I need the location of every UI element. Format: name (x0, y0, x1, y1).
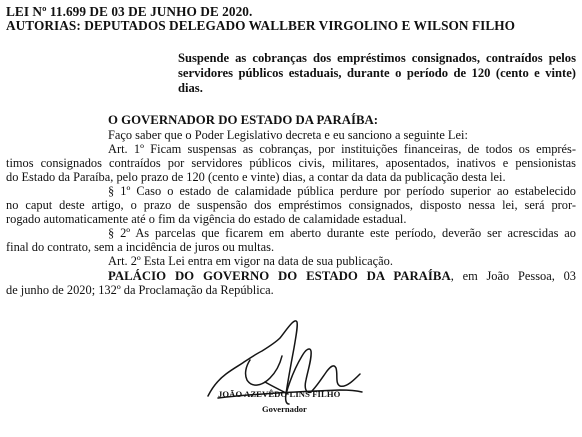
law-number: LEI Nº 11.699 DE 03 DE JUNHO DE 2020. (6, 4, 253, 19)
governor-heading: O GOVERNADOR DO ESTADO DA PARAÍBA: (108, 113, 379, 127)
palace-city: , em João Pessoa, 03 (450, 269, 576, 283)
paragraph-1-line-2: no caput deste artigo, o prazo de suspensão dos empréstimos consignados, disposto nessa lei, será pror- (6, 198, 576, 212)
law-authors: AUTORIAS: DEPUTADOS DELEGADO WALLBER VIRGOLINO E WILSON FILHO (6, 18, 516, 33)
palace-name: PALÁCIO DO GOVERNO DO ESTADO DA PARAÍBA (108, 269, 451, 283)
signatory-name: JOÃO AZEVÊDO LINS FILHO (218, 389, 341, 399)
paragraph-2-line-1: § 2º As parcelas que ficarem em aberto durante este período, deverão ser acrescidas ao (108, 226, 576, 240)
article-1-line-3: do Estado da Paraíba, pelo prazo de 120 (cento e vinte) dias, a contar da data da publicação desta lei. (6, 170, 506, 184)
article-2: Art. 2º Esta Lei entra em vigor na data de sua publicação. (108, 254, 393, 268)
palace-line-1 (108, 269, 576, 283)
paragraph-1-line-1: § 1º Caso o estado de calamidade pública perdure por período superior ao estabelecido (108, 184, 576, 198)
intro-text: Faço saber que o Poder Legislativo decreta e eu sanciono a seguinte Lei: (108, 128, 468, 142)
paragraph-2-line-2: final do contrato, sem a incidência de juros ou multas. (6, 240, 275, 254)
law-summary: Suspende as cobranças dos empréstimos consignados, contraídos pelos servidores públicos estaduais, durante o período de 120 (cento e vinte) dias. (178, 51, 576, 95)
article-1-line-1: Art. 1º Ficam suspensas as cobranças, por instituições financeiras, de todos os emprés- (108, 142, 576, 156)
palace-line-2: de junho de 2020; 132º da Proclamação da República. (6, 283, 274, 297)
signatory-role: Governador (262, 404, 307, 414)
paragraph-1-line-3: rogado automaticamente até o fim da vigência do estado de calamidade estadual. (6, 212, 407, 226)
article-1-line-2: timos consignados contraídos por servidores públicos civis, militares, aposentados, inativos e pensionistas (6, 156, 576, 170)
